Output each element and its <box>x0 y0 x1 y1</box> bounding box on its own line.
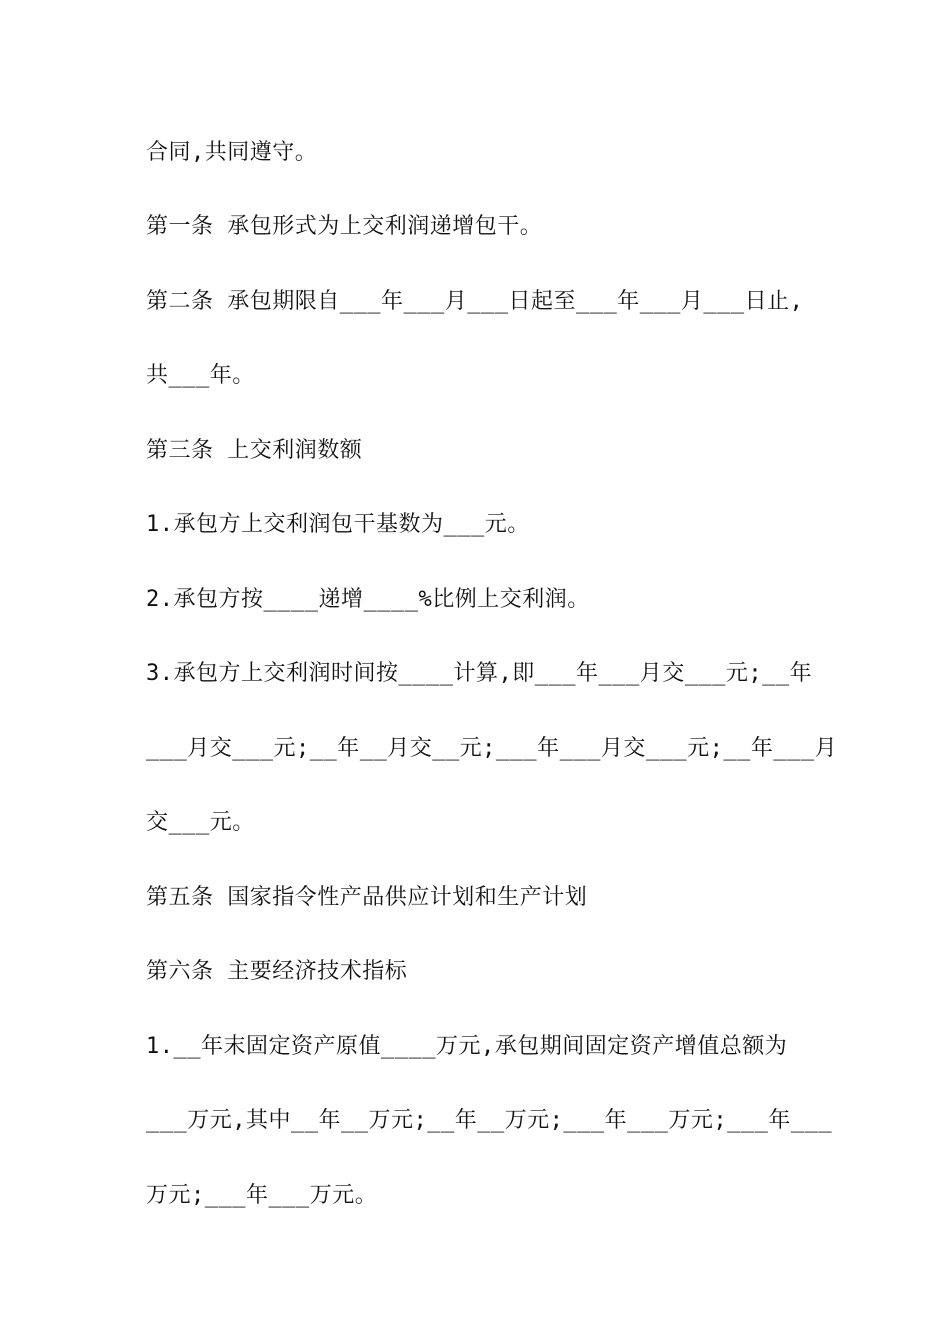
article-3: 第三条 上交利润数额 <box>146 438 363 463</box>
clause-item: 3.承包方上交利润时间按____计算,即___年___月交___元;__年 <box>146 661 813 686</box>
article-1: 第一条 承包形式为上交利润递增包干。 <box>146 214 543 239</box>
text-line: 合同,共同遵守。 <box>146 140 318 165</box>
text-line: ___万元,其中__年__万元;__年__万元;___年___万元;___年___ <box>146 1108 833 1133</box>
article-6: 第六条 主要经济技术指标 <box>146 959 408 984</box>
clause-item: 1.__年末固定资产原值____万元,承包期间固定资产增值总额为 <box>146 1034 788 1059</box>
clause-item: 1.承包方上交利润包干基数为___元。 <box>146 512 530 537</box>
article-2: 第二条 承包期限自___年___月___日起至___年___月___日止, <box>146 289 804 314</box>
article-5: 第五条 国家指令性产品供应计划和生产计划 <box>146 885 588 910</box>
text-line: ___月交___元;__年__月交__元;___年___月交___元;__年___月 <box>146 736 838 761</box>
text-line: 交___元。 <box>146 810 255 835</box>
text-line: 共___年。 <box>146 363 255 388</box>
clause-item: 2.承包方按____递增____%比例上交利润。 <box>146 587 590 612</box>
text-line: 万元;___年___万元。 <box>146 1183 378 1208</box>
